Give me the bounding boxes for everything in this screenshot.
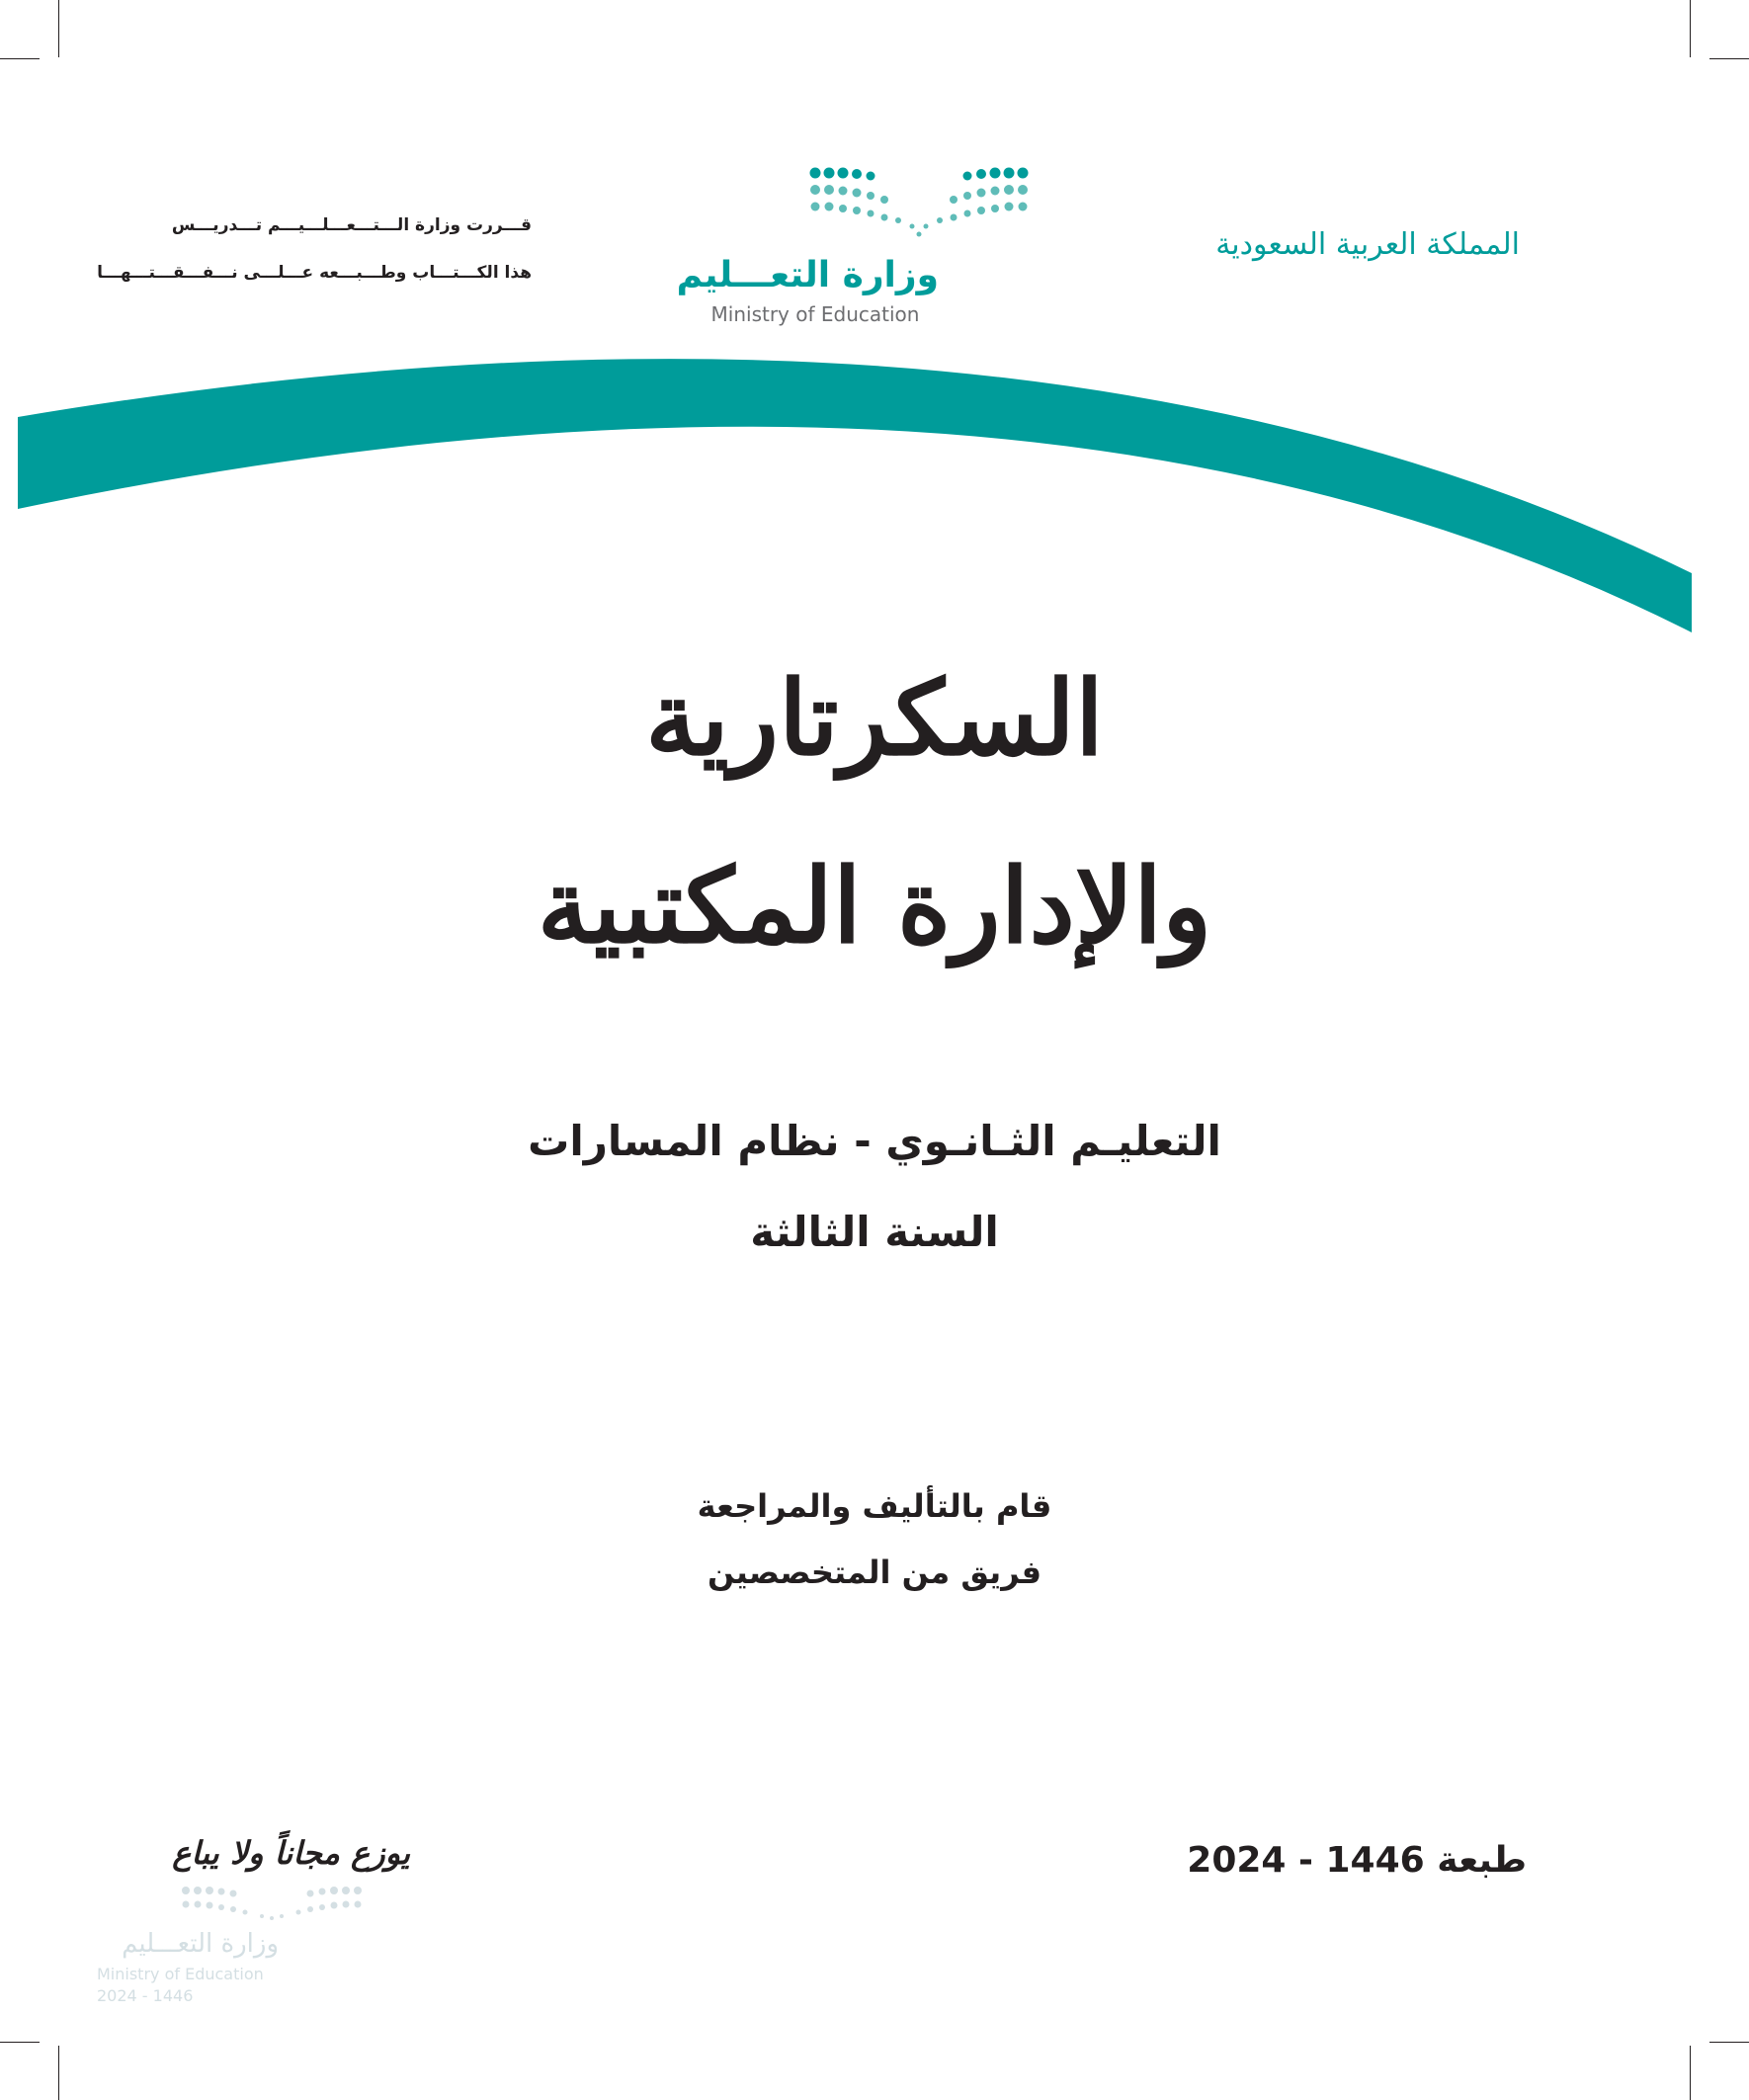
credit-line-2: فريق من المتخصصين bbox=[707, 1554, 1042, 1591]
watermark-year: 2024 - 1446 bbox=[97, 1986, 194, 2005]
book-title-line-1: السكرتارية bbox=[645, 657, 1104, 779]
watermark-ministry-arabic: وزارة التعـــليم bbox=[122, 1929, 279, 1959]
crop-mark-top-right-v bbox=[1690, 0, 1691, 57]
crop-mark-bottom-left-h bbox=[0, 2042, 40, 2043]
crop-mark-top-right-h bbox=[1709, 58, 1749, 59]
crop-mark-top-left-v bbox=[58, 0, 59, 57]
decree-line-1: قـــررت وزارة الـــتـــعـــلـــيـــم تـــدريـــس bbox=[171, 215, 532, 235]
ministry-name-english: Ministry of Education bbox=[710, 302, 920, 326]
subtitle-year: السنة الثالثة bbox=[750, 1208, 999, 1256]
subtitle-track: التعليـم الثـانـوي - نظام المسارات bbox=[528, 1117, 1221, 1165]
ministry-name-arabic: وزارة التعـــليم bbox=[676, 255, 939, 295]
ministry-logo-dots-icon bbox=[805, 163, 1033, 242]
credit-line-1: قام بالتأليف والمراجعة bbox=[697, 1487, 1052, 1525]
crop-mark-top-left-h bbox=[0, 58, 40, 59]
crop-mark-bottom-right-v bbox=[1690, 2046, 1691, 2100]
watermark-dots-icon bbox=[178, 1883, 366, 1922]
crop-mark-bottom-left-v bbox=[58, 2046, 59, 2100]
edition-label: طبعة 1446 - 2024 bbox=[1187, 1840, 1527, 1881]
crop-mark-bottom-right-h bbox=[1709, 2042, 1749, 2043]
free-distribution-label: يوزع مجاناً ولا يباع bbox=[172, 1834, 410, 1872]
decree-line-2: هذا الكـــتـــاب وطـــبـــعه عـــلـــى نـــفـــقـــتـــهـــا bbox=[97, 263, 532, 283]
kingdom-name: المملكة العربية السعودية bbox=[1215, 227, 1520, 262]
book-title-line-2: والإدارة المكتبية bbox=[537, 845, 1212, 966]
watermark-ministry-english: Ministry of Education bbox=[97, 1965, 264, 1983]
teal-arc-band bbox=[0, 336, 1749, 652]
